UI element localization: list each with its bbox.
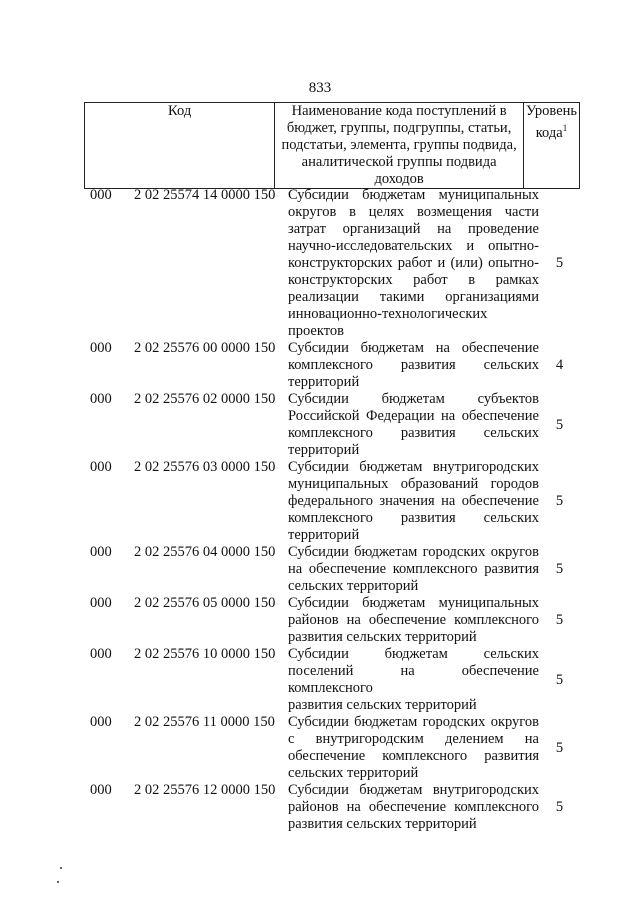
revenue-code: 2 02 25576 11 0000 150 <box>134 714 275 730</box>
header-level-label: Уровень кода <box>525 103 577 141</box>
revenue-name-line: районов на обеспечение комплексного <box>288 799 539 815</box>
revenue-name-line: Российской Федерации на обеспечение <box>288 408 539 424</box>
revenue-name-line: развития сельских территорий <box>288 629 477 645</box>
page-number: 833 <box>308 80 332 96</box>
admin-code: 000 <box>90 187 112 203</box>
revenue-name-line: конструкторских работ и (или) опытно- <box>288 255 539 271</box>
table-row <box>84 782 580 833</box>
table-row <box>84 544 580 595</box>
revenue-name-line: Субсидии бюджетам городских округов <box>288 544 539 560</box>
revenue-code: 2 02 25576 12 0000 150 <box>134 782 276 798</box>
table-row <box>84 459 580 544</box>
revenue-name <box>288 187 539 340</box>
admin-code: 000 <box>90 595 112 611</box>
header-level <box>523 103 579 189</box>
code-level: 5 <box>555 561 564 577</box>
code-level: 5 <box>555 671 564 688</box>
revenue-name-line: обеспечение комплексного развития <box>288 748 539 764</box>
revenue-name-line: сельских территорий <box>288 578 419 594</box>
table-row <box>84 340 580 391</box>
revenue-name-line: конструкторских работ в рамках <box>288 272 539 288</box>
revenue-name-line: территорий <box>288 527 360 543</box>
revenue-name-line: развития сельских территорий <box>288 697 477 713</box>
revenue-name-line: территорий <box>288 442 360 458</box>
code-level: 5 <box>555 612 564 628</box>
revenue-name-line: комплексного развития сельских <box>288 510 539 526</box>
revenue-code: 2 02 25576 02 0000 150 <box>134 391 276 407</box>
code-level: 5 <box>555 493 564 509</box>
table-row <box>84 595 580 646</box>
admin-code: 000 <box>90 782 112 798</box>
revenue-name-line: комплексного развития сельских <box>288 357 539 373</box>
revenue-code: 2 02 25574 14 0000 150 <box>134 187 276 203</box>
revenue-name-line: Субсидии бюджетам сельских <box>288 646 539 662</box>
revenue-name-line: районов на обеспечение комплексного <box>288 612 539 628</box>
revenue-name <box>288 782 539 833</box>
table-row <box>84 391 580 459</box>
revenue-name-line: реализации такими организациями <box>288 289 539 305</box>
code-level: 4 <box>555 357 564 373</box>
revenue-name-line: Субсидии бюджетам внутригородских <box>288 459 539 475</box>
revenue-name-line: научно-исследовательских и опытно- <box>288 238 539 254</box>
revenue-name-line: Субсидии бюджетам городских округов <box>288 714 539 730</box>
revenue-name <box>288 544 539 595</box>
admin-code: 000 <box>90 714 112 730</box>
revenue-name-line: Субсидии бюджетам муниципальных <box>288 595 539 611</box>
admin-code: 000 <box>90 544 112 560</box>
admin-code: 000 <box>90 459 112 475</box>
revenue-name-line: Субсидии бюджетам субъектов <box>288 391 539 407</box>
revenue-name-line: Субсидии бюджетам внутригородских <box>288 782 539 798</box>
scan-dot <box>57 881 59 883</box>
table-header <box>84 102 580 189</box>
revenue-name-line: затрат организаций на проведение <box>288 221 539 237</box>
header-code: Код <box>85 103 275 189</box>
revenue-name <box>288 714 539 782</box>
revenue-name-line: с внутригородским делением на <box>288 731 539 747</box>
code-level: 5 <box>555 416 564 433</box>
revenue-name-line: комплексного развития сельских <box>288 425 539 441</box>
revenue-name-line: округов в целях возмещения части <box>288 204 539 220</box>
revenue-name <box>288 340 539 391</box>
admin-code: 000 <box>90 391 112 407</box>
revenue-name-line: муниципальных образований городов <box>288 476 539 492</box>
revenue-code: 2 02 25576 00 0000 150 <box>134 340 276 356</box>
revenue-code: 2 02 25576 05 0000 150 <box>134 595 276 611</box>
revenue-name-line: инновационно-технологических <box>288 306 488 322</box>
revenue-code: 2 02 25576 10 0000 150 <box>134 646 276 662</box>
table-body <box>84 187 580 833</box>
admin-code: 000 <box>90 340 112 356</box>
code-level: 5 <box>555 255 564 271</box>
revenue-name-line: сельских территорий <box>288 765 419 781</box>
revenue-name <box>288 459 539 544</box>
admin-code: 000 <box>90 646 112 662</box>
revenue-name-line: поселений на обеспечение комплексного <box>288 663 539 696</box>
revenue-name-line: Субсидии бюджетам муниципальных <box>288 187 539 203</box>
header-name: Наименование кода поступлений в бюджет, группы, подгруппы, статьи, подстатьи, элемента, группы подвида, аналитической группы подвида доходов <box>275 103 524 189</box>
scan-dot <box>60 867 62 869</box>
table-row <box>84 646 580 714</box>
revenue-name-line: развития сельских территорий <box>288 816 477 832</box>
table-row <box>84 187 580 340</box>
revenue-name-line: федерального значения на обеспечение <box>288 493 539 509</box>
revenue-name <box>288 391 539 459</box>
revenue-name-line: проектов <box>288 323 344 339</box>
revenue-code: 2 02 25576 03 0000 150 <box>134 459 276 475</box>
revenue-name-line: территорий <box>288 374 360 390</box>
revenue-name-line: на обеспечение комплексного развития <box>288 561 539 577</box>
revenue-name-line: Субсидии бюджетам на обеспечение <box>288 340 539 356</box>
revenue-code: 2 02 25576 04 0000 150 <box>134 544 276 560</box>
code-level: 5 <box>555 799 564 815</box>
footnote-marker: 1 <box>562 123 568 133</box>
table-row <box>84 714 580 782</box>
revenue-name <box>288 595 539 646</box>
code-level: 5 <box>555 739 564 756</box>
revenue-name <box>288 646 539 714</box>
